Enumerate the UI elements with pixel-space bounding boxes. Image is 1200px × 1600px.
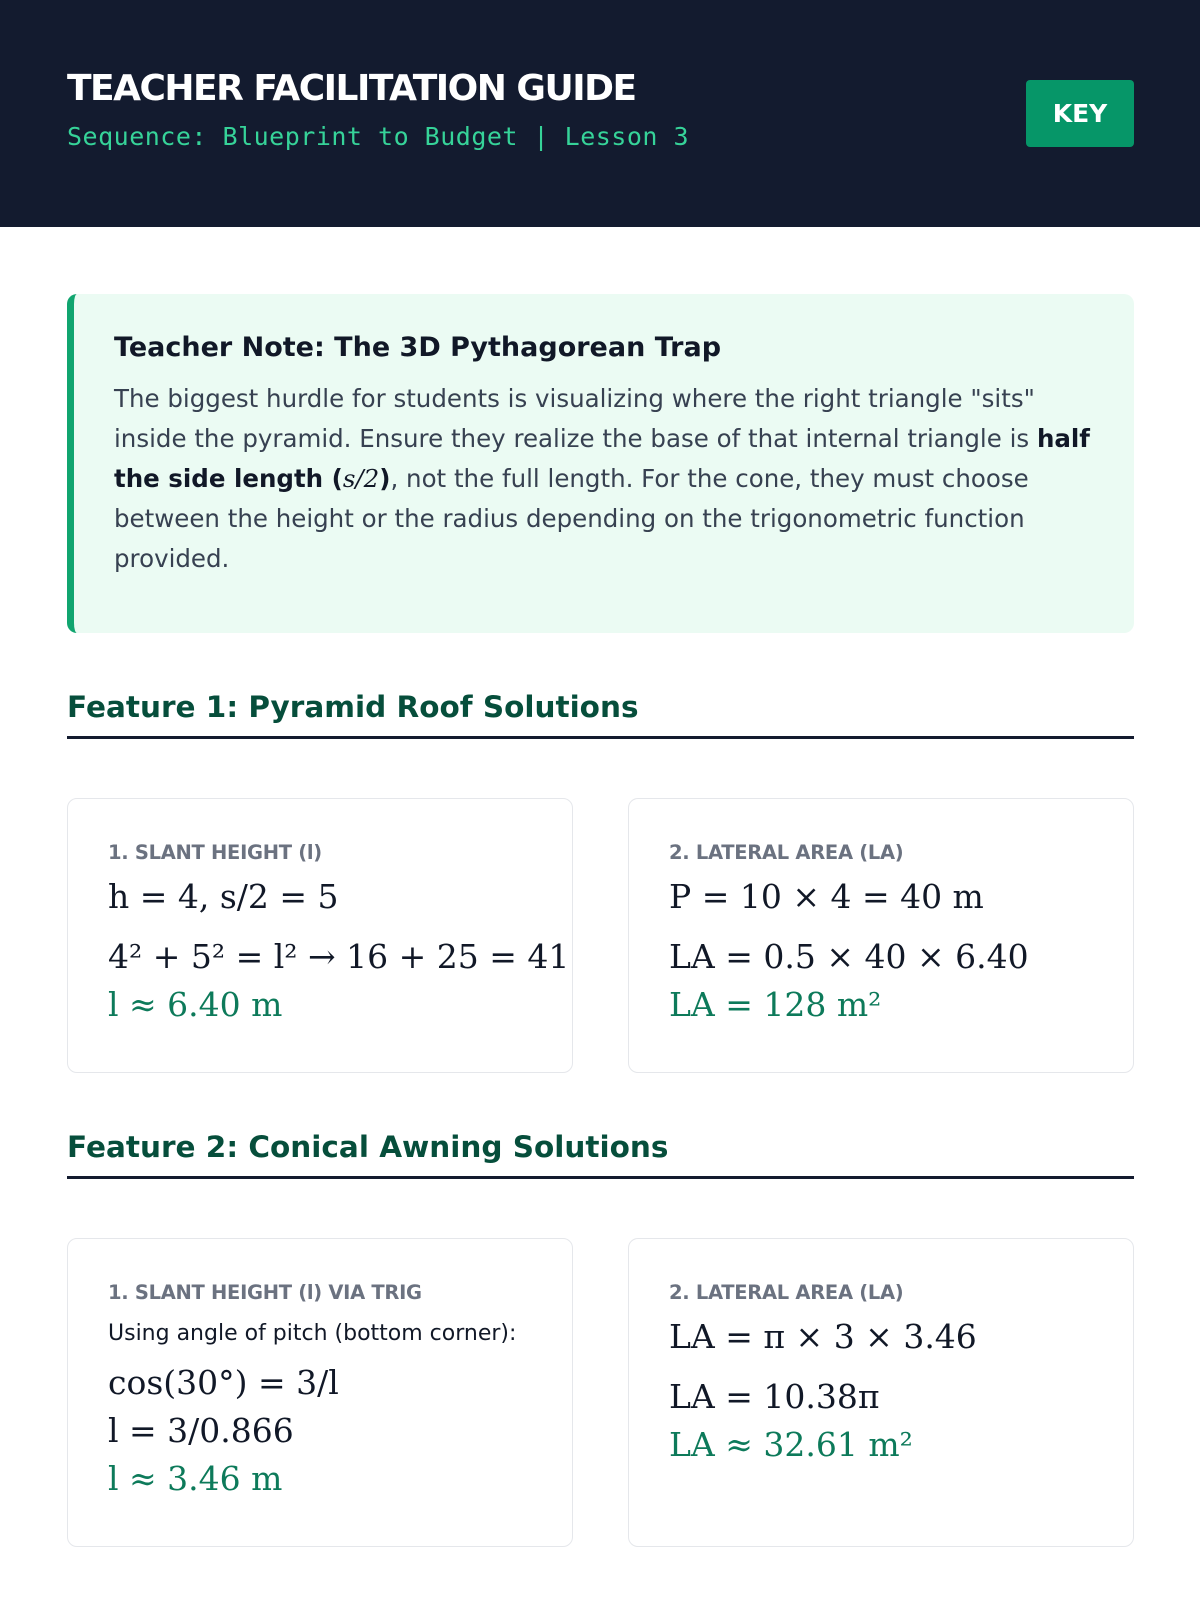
feature2-heading: Feature 2: Conical Awning Solutions [67, 1130, 1134, 1179]
math-line: cos(30°) = 3/l [108, 1363, 339, 1402]
teacher-note-text [114, 379, 1094, 579]
math-result: l ≈ 6.40 m [108, 985, 283, 1024]
page-header [0, 0, 1200, 227]
note-bold-suffix: ) [379, 464, 391, 493]
card-note: Using angle of pitch (bottom corner): [108, 1321, 517, 1346]
key-badge: KEY [1026, 80, 1134, 147]
math-line: h = 4, s/2 = 5 [108, 877, 339, 916]
math-result: LA = 128 m² [669, 985, 882, 1024]
card-label: 2. LATERAL AREA (LA) [669, 841, 904, 864]
math-line: 4² + 5² = l² → 16 + 25 = 41 [108, 937, 570, 976]
math-line: P = 10 × 4 = 40 m [669, 877, 984, 916]
feature1-heading: Feature 1: Pyramid Roof Solutions [67, 690, 1134, 739]
math-result: LA ≈ 32.61 m² [669, 1425, 913, 1464]
note-bold-prefix: half the side length ( [114, 424, 1090, 493]
card-label: 1. SLANT HEIGHT (l) [108, 841, 322, 864]
card-label: 1. SLANT HEIGHT (l) VIA TRIG [108, 1281, 422, 1304]
math-line: LA = 0.5 × 40 × 6.40 [669, 937, 1029, 976]
cone-slant-height-card [67, 1238, 573, 1547]
pyramid-lateral-area-card [628, 798, 1134, 1073]
note-text-after: , not the full length. For the cone, they must choose between the height or the radius depending on the trigonometric function provided. [114, 464, 1029, 573]
sequence-subtitle: Sequence: Blueprint to Budget | Lesson 3 [67, 122, 690, 151]
cone-lateral-area-card [628, 1238, 1134, 1547]
math-result: l ≈ 3.46 m [108, 1459, 283, 1498]
guide-title: TEACHER FACILITATION GUIDE [67, 68, 636, 109]
math-line: l = 3/0.866 [108, 1411, 294, 1450]
math-line: LA = 10.38π [669, 1377, 880, 1416]
teacher-note-callout [67, 294, 1134, 633]
teacher-note-title: Teacher Note: The 3D Pythagorean Trap [114, 332, 722, 363]
card-label: 2. LATERAL AREA (LA) [669, 1281, 904, 1304]
pyramid-slant-height-card [67, 798, 573, 1073]
math-line: LA = π × 3 × 3.46 [669, 1317, 977, 1356]
note-bold-math: s/2 [342, 464, 380, 493]
note-text-before: The biggest hurdle for students is visualizing where the right triangle "sits" inside the pyramid. Ensure they realize the base of that internal triangle is [114, 384, 1037, 453]
